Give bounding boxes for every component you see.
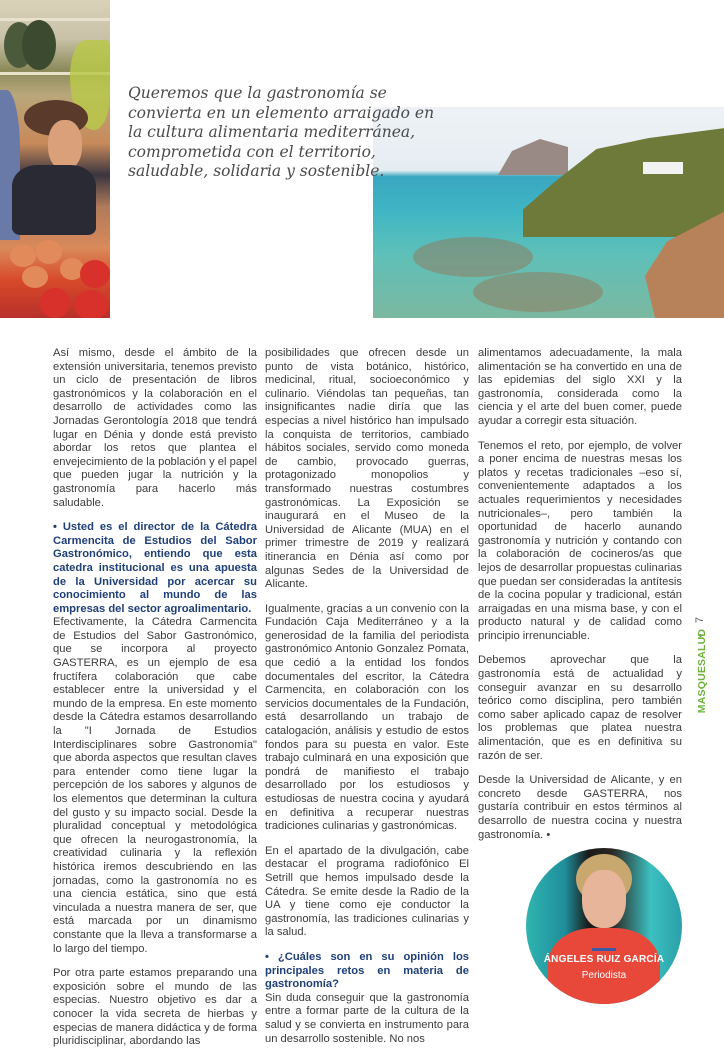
market-photo [0, 0, 110, 318]
paragraph: Tenemos el reto, por ejemplo, de volver a poner encima de nuestras mesas los platos y recetas tradicionales –eso sí, convenientemente adaptados a los actuales requerimientos y necesidades nutricionales–, pero también la oportunidad de hacerlo aunando gastronomía y nutrición y contando con la colaboración de cocineros/as que lejos de desarrollar propuestas culinarias que puedan ser consideradas la antítesis de la cocina popular y tradicional, están arraigadas en una misma base, y con el producto natural y de calidad como principio irrenunciable. [478, 439, 682, 642]
paragraph: alimentamos adecuadamente, la mala alimentación se ha convertido en una de las epidemias del siglo XXI y la gastronomía, considerada como la ciencia y el arte del buen comer, puede ayudar a corregir esta situación. [478, 347, 682, 427]
page-number: 7 [694, 616, 706, 624]
interview-question: • ¿Cuáles son en su opinión los principales retos en materia de gastronomía? [265, 950, 469, 991]
interview-question: • Usted es el director de la Cátedra Carmencita de Estudios del Sabor Gastronómico, entiendo que esta catedra institucional es una apuesta de la Universidad por acercar su conocimiento al mundo de las empresas del sector agroalimentario. [53, 521, 257, 615]
paragraph: Efectivamente, la Cátedra Carmencita de Estudios del Sabor Gastronómico, que se incorpora al proyecto GASTERRA, es un ejemplo de esa fructífera colaboración que cabe establecer entre la universidad y el mundo de la empresa. En este momento desde la Cátedra estamos desarrollando la "I Jornada de Estudios Interdisciplinares sobre Gastronomía" que aborda aspectos que resultan claves para entender como tiene lugar la percepción de los sabores y algunos de los elementos que determinan la cultura del gusto y su impacto social. Desde la pluralidad conceptual y metodológica que ofrecen la neurogastronomía, la creatividad culinaria y la reflexión histórica iremos descubriendo en las jornadas, como la gastronomía no es una ciencia estática, sino que está vinculada a nuestra manera de ser, que está marcada por un dinamismo constante que la lleva a transformarse a lo largo del tiempo. [53, 616, 257, 955]
paragraph: posibilidades que ofrecen desde un punto de vista botánico, histórico, medicinal, ritual, socioeconómico y culinario. Viéndolas tan pequeñas, tan insignificantes nadie diría que las especias a nivel histórico han impulsado la conquista de territorios, cambiado hábitos sociales, servido como moneda de cambio, provocado guerras, protagonizado monopolios y transformado nuestras costumbres gastronómicas. La Exposición se inaugurará en el Museo de la Universidad de Alicante (MUA) en el primer trimestre de 2019 y realizará itinerancia en Dénia así como por algunas Sedes de la Universidad de Alicante. [265, 347, 469, 591]
author-name: ÁNGELES RUIZ GARCÍA [543, 954, 665, 965]
paragraph: En el apartado de la divulgación, cabe destacar el programa radiofónico El Setrill que hemos impulsado desde la Cátedra. Se emite desde la Radio de la UA y tiene como eje conductor la gastronomía, las tradiciones culinarias y la salud. [265, 844, 469, 939]
paragraph: Sin duda conseguir que la gastronomía entre a formar parte de la cultura de la salud y se convierta en instrumento para un desarrollo sostenible. No nos [265, 991, 469, 1045]
column-1 [53, 347, 257, 1049]
paragraph: Así mismo, desde el ámbito de la extensión universitaria, tenemos previsto un ciclo de presentación de libros gastronómicos y la colaboración en el desarrollo de actividades como las Jornadas Gerontología 2018 que tendrá lugar en Dénia y donde está previsto abordar los retos que plantea el envejecimiento de la población y el papel que pueden jugar la nutrición y la gastronomía para hacerlo más saludable. [53, 347, 257, 509]
author-role: Periodista [581, 970, 627, 981]
magazine-brand: MASQUESALUD [696, 628, 708, 714]
column-3 [478, 347, 682, 842]
name-divider [592, 948, 616, 951]
column-2 [265, 347, 469, 1046]
paragraph: Debemos aprovechar que la gastronomía está de actualidad y conseguir avanzar en su desarrollo teórico como disciplina, pero también como saber aplicado capaz de resolver los problemas que platea nuestra alimentación, que es en definitiva su razón de ser. [478, 654, 682, 762]
paragraph: Por otra parte estamos preparando una exposición sobre el mundo de las especias. Nuestro objetivo es dar a conocer la vida secreta de hierbas y especias de manera didáctica y de forma pluridisciplinar, abordando las [53, 967, 257, 1048]
paragraph: Desde la Universidad de Alicante, y en concreto desde GASTERRA, nos gustaría contribuir en estos términos al desarrollo de nuestra cocina y nuestra gastronomía. • [478, 774, 682, 841]
author-portrait [526, 848, 682, 1004]
pull-quote: Queremos que la gastronomía se convierta en un elemento arraigado en la cultura alimentaria mediterránea, comprometida con el territorio, saludable, solidaria y sostenible. [128, 84, 435, 180]
paragraph: Igualmente, gracias a un convenio con la Fundación Caja Mediterráneo y a la generosidad de la familia del periodista gastronómico Antonio Gonzalez Pomata, que cedió a la entidad los fondos documentales del escritor, la Cátedra Carmencita, en colaboración con los servicios documentales de la Fundación, está desarrollando un trabajo de catalogación, análisis y estudio de estos fondos para su puesta en valor. Este trabajo culminará en una exposición que pondrá de manifiesto el trabajo desarrollado por los estudiosos y estudiosas de nuestra cocina y ayudará en definitiva a recuperar nuestras tradiciones culinarias y gastronómicas. [265, 602, 469, 833]
page-footer [692, 616, 712, 730]
